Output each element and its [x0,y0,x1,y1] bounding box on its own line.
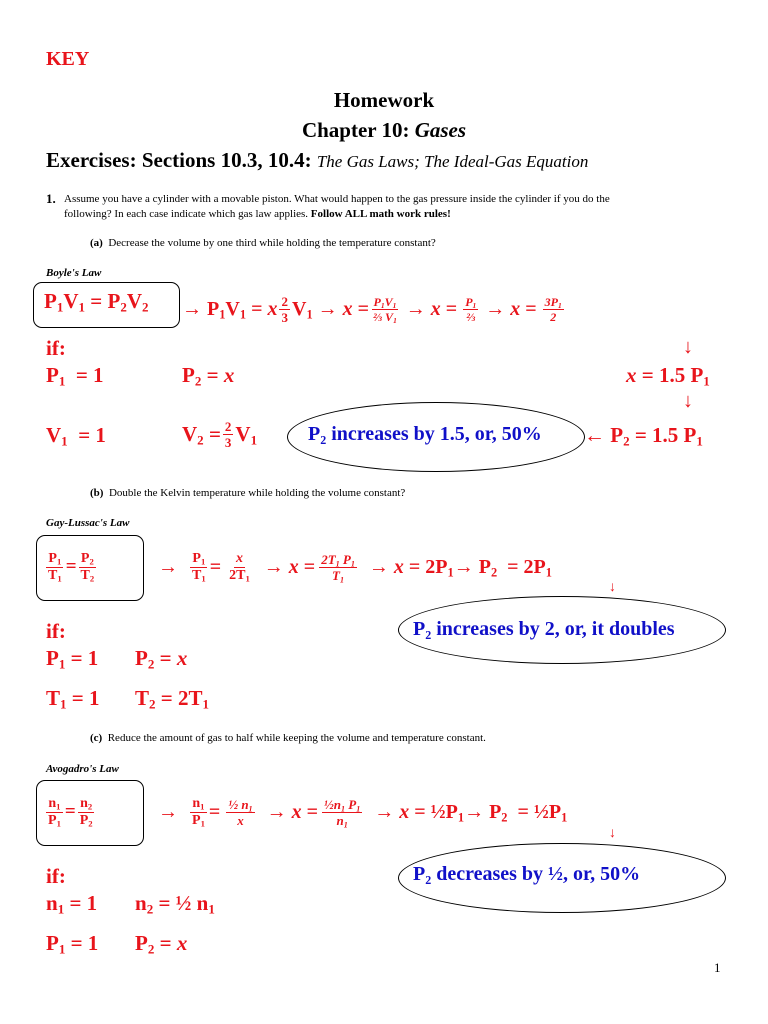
part-c-p2: $P_2 = x$ [135,931,188,957]
part-a-if: if: [46,336,66,360]
part-b-if: if: [46,619,66,643]
problem-text-line1: Assume you have a cylinder with a movable piston. What would happen to the gas pressure inside the cylinder if you do the [64,193,610,205]
part-c-if: if: [46,864,66,888]
part-b-p1: $P_1 = 1$ [46,646,99,672]
page-title: Homework [333,88,435,112]
part-c-label: (c) [90,732,103,744]
problem-text-line2-main: following? In each case indicate which gas law applies. [64,208,311,220]
part-a-x-value: x = 1.5 $P_1$ [626,363,710,389]
part-a-derivation: → $P_1V_1 = x$ $\frac{2}{3}$ $V_1 \to x$ = $\frac{P_1V_1}{\frac{2}{3} V_1}$ → x = $\frac{P_1}{\text{⅔}}$ → x = $\frac{3P_1}{2}$ [182,293,562,325]
avogadros-law-equation: $\frac{n_1}{P_1}$ = $\frac{n_2}{P_2}$ [48,795,93,828]
page-number: 1 [714,960,721,975]
chapter-heading [0,118,768,143]
exercises-topic: The Gas Laws; The Ideal-Gas Equation [316,152,589,171]
boyles-law-label: Boyle's Law [46,267,102,279]
part-b-t1: $T_1 = 1$ [46,686,100,712]
problem-text-line2 [64,208,451,220]
chapter-prefix: Chapter 10: [301,118,415,142]
part-b-question [90,487,405,499]
part-b-t2: $T_2 = 2T_1$ [135,686,210,712]
part-c-derivation: → $\frac{n_1}{P_1}$ = $\frac{\frac{1}{2} n_1}{x}$ → x = $\frac{\frac{1}{2}n_1 P_1}{n_1}$ → $x = \frac{1}{2}P_1\to P_2$ = $\frac{1}{2}P_1$ [158,795,568,829]
part-c-question [90,732,486,744]
part-c-text: Reduce the amount of gas to half while keeping the volume and temperature constant. [107,732,486,744]
part-a-label: (a) [90,237,103,249]
part-a-v1: $V_1 = 1$ [46,423,106,449]
part-b-p2: $P_2 = x$ [135,646,188,672]
part-c-p1: $P_1 = 1$ [46,931,99,957]
gay-lussac-law-equation: $\frac{P_1}{T_1}$ = $\frac{P_2}{T_2}$ [48,550,95,583]
avogadros-law-label: Avogadro's Law [46,763,119,775]
part-c-result: P₂ decreases by ½, or, 50% [413,863,641,885]
exercises-heading [46,148,588,173]
chapter-topic: Gases [414,118,467,142]
exercises-prefix: Exercises: Sections 10.3, 10.4: [46,148,317,172]
part-b-derivation: → $\frac{P_1}{T_1}$ = $\frac{x}{2T_1}$ → x = $\frac{2T_1 P_1}{T_1}$ → $x = 2P_1\to P_2 = 2P_1$ [158,550,552,584]
part-c-n2: $n_2$ = ½ $n_1$ [135,891,215,917]
part-a-v2: $V_2$ = $\frac{2}{3}$ $V_1$ [182,418,258,450]
part-b-result: P₂ increases by 2, or, it doubles [413,618,675,640]
problem-number: 1. [46,191,56,206]
part-b-label: (b) [90,487,104,499]
math-rules: Follow ALL math work rules! [310,208,451,220]
part-a-final: ← $P_2 = 1.5$ $P_1$ [584,423,703,449]
part-a-p1: $P_1 = 1$ [46,363,104,389]
small-arrow-b: ↓ [609,580,616,595]
small-arrow-c: ↓ [609,826,616,841]
part-b-text: Double the Kelvin temperature while holding the volume constant? [108,487,406,499]
part-a-question [90,237,436,249]
part-c-n1: $n_1 = 1$ [46,891,98,917]
key-label: KEY [46,48,90,70]
gay-lussac-law-label: Gay-Lussac's Law [46,517,130,529]
part-a-p2: $P_2 = x$ [182,363,235,389]
boyles-law-equation: $P_1V_1 = P_2V_2$ [44,289,149,315]
down-arrow-2: ↓ [683,390,693,412]
part-a-result: P₂ increases by 1.5, or, 50% [308,423,542,445]
part-a-text: Decrease the volume by one third while holding the temperature constant? [108,237,436,249]
down-arrow-1: ↓ [683,336,693,358]
